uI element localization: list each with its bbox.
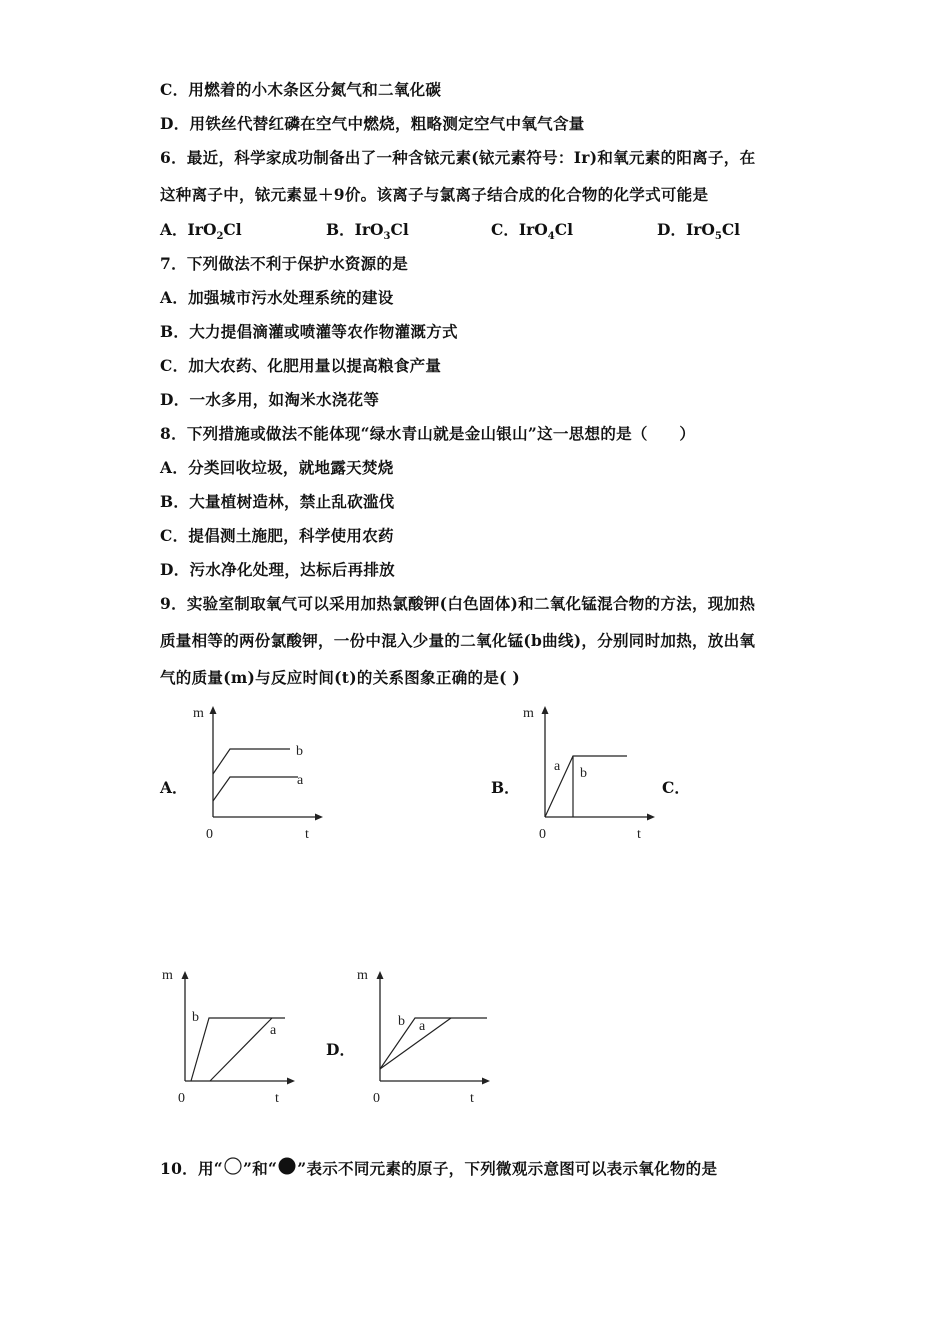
q9-option-a-label: A． xyxy=(160,778,188,797)
x-axis-arrow xyxy=(287,1078,295,1085)
curve-a-label: a xyxy=(419,1019,426,1034)
axis-y-label: m xyxy=(523,706,534,721)
curve-b-label: b xyxy=(296,744,303,759)
q6-option-a: A．IrO$_2$Cl xyxy=(160,220,242,243)
q7-stem: 7．下列做法不利于保护水资源的是 xyxy=(160,254,409,273)
curve-b-label: b xyxy=(580,766,587,781)
q9-stem-line1: 9．实验室制取氧气可以采用加热氯酸钾(白色固体)和二氧化锰混合物的方法，现加热 xyxy=(160,594,756,613)
q6-option-c: C．IrO$_4$Cl xyxy=(491,220,573,243)
origin-label: 0 xyxy=(539,827,546,842)
q6-stem-line1: 6．最近，科学家成功制备出了一种含铱元素(铱元素符号：Ir)和氧元素的阳离子，在 xyxy=(160,148,756,167)
axis-x-label: t xyxy=(305,827,309,842)
graph-d xyxy=(347,962,507,1116)
q6-stem-line2: 这种离子中，铱元素显＋9价。该离子与氯离子结合成的化合物的化学式可能是 xyxy=(160,185,709,204)
white-atom-icon xyxy=(223,1157,243,1177)
curve-a-label: a xyxy=(554,759,561,774)
curve-a-label: a xyxy=(270,1023,277,1038)
q10-stem: 10．用“ ”和“ ”表示不同元素的原子，下列微观示意图可以表示氧化物的是 xyxy=(160,1159,718,1178)
q9-stem-line2: 质量相等的两份氯酸钾，一份中混入少量的二氧化锰(b曲线)，分别同时加热，放出氧 xyxy=(160,631,756,650)
y-axis-arrow xyxy=(182,971,189,979)
graph-c xyxy=(152,962,312,1116)
curve-b-label: b xyxy=(398,1014,405,1029)
graph-b xyxy=(512,700,672,854)
q8-stem: 8．下列措施或做法不能体现“绿水青山就是金山银山”这一思想的是（ ） xyxy=(160,424,696,443)
curve-b-label: b xyxy=(192,1010,199,1025)
q8-option-b: B．大量植树造林，禁止乱砍滥伐 xyxy=(160,492,395,511)
q9-option-c-label: C． xyxy=(662,778,690,797)
origin-label: 0 xyxy=(373,1091,380,1106)
q7-option-c: C．加大农药、化肥用量以提高粮食产量 xyxy=(160,356,442,375)
q9-stem-line3: 气的质量(m)与反应时间(t)的关系图象正确的是( ) xyxy=(160,668,521,687)
origin-label: 0 xyxy=(178,1091,185,1106)
curve-a xyxy=(213,777,298,801)
origin-label: 0 xyxy=(206,827,213,842)
q5-option-c: C．用燃着的小木条区分氮气和二氧化碳 xyxy=(160,80,442,99)
q8-option-d: D．污水净化处理，达标后再排放 xyxy=(160,560,395,579)
axis-y-label: m xyxy=(357,968,368,983)
graph-a xyxy=(180,700,340,854)
q9-option-d-label: D． xyxy=(326,1040,355,1059)
q6-option-b: B．IrO$_3$Cl xyxy=(326,220,409,243)
q7-option-a: A．加强城市污水处理系统的建设 xyxy=(160,288,394,307)
black-atom-icon xyxy=(277,1157,297,1177)
q9-option-b-label: B． xyxy=(491,778,520,797)
axis-x-label: t xyxy=(637,827,641,842)
x-axis-arrow xyxy=(647,814,655,821)
axis-y-label: m xyxy=(193,706,204,721)
q7-option-d: D．一水多用，如淘米水浇花等 xyxy=(160,390,380,409)
curve-a xyxy=(380,1018,451,1069)
curve-a-label: a xyxy=(297,773,304,788)
y-axis-arrow xyxy=(377,971,384,979)
x-axis-arrow xyxy=(482,1078,490,1085)
y-axis-arrow xyxy=(542,706,549,714)
q7-option-b: B．大力提倡滴灌或喷灌等农作物灌溉方式 xyxy=(160,322,458,341)
axis-x-label: t xyxy=(275,1091,279,1106)
q6-option-d: D．IrO$_5$Cl xyxy=(657,220,741,243)
q5-option-d: D．用铁丝代替红磷在空气中燃烧，粗略测定空气中氧气含量 xyxy=(160,114,585,133)
q8-option-c: C．提倡测土施肥，科学使用农药 xyxy=(160,526,394,545)
q8-option-a: A．分类回收垃圾，就地露天焚烧 xyxy=(160,458,394,477)
axis-y-label: m xyxy=(162,968,173,983)
x-axis-arrow xyxy=(315,814,323,821)
curve-b xyxy=(213,749,290,774)
curve-b xyxy=(380,1018,487,1069)
curve-a xyxy=(210,1018,272,1081)
axis-x-label: t xyxy=(470,1091,474,1106)
y-axis-arrow xyxy=(210,706,217,714)
